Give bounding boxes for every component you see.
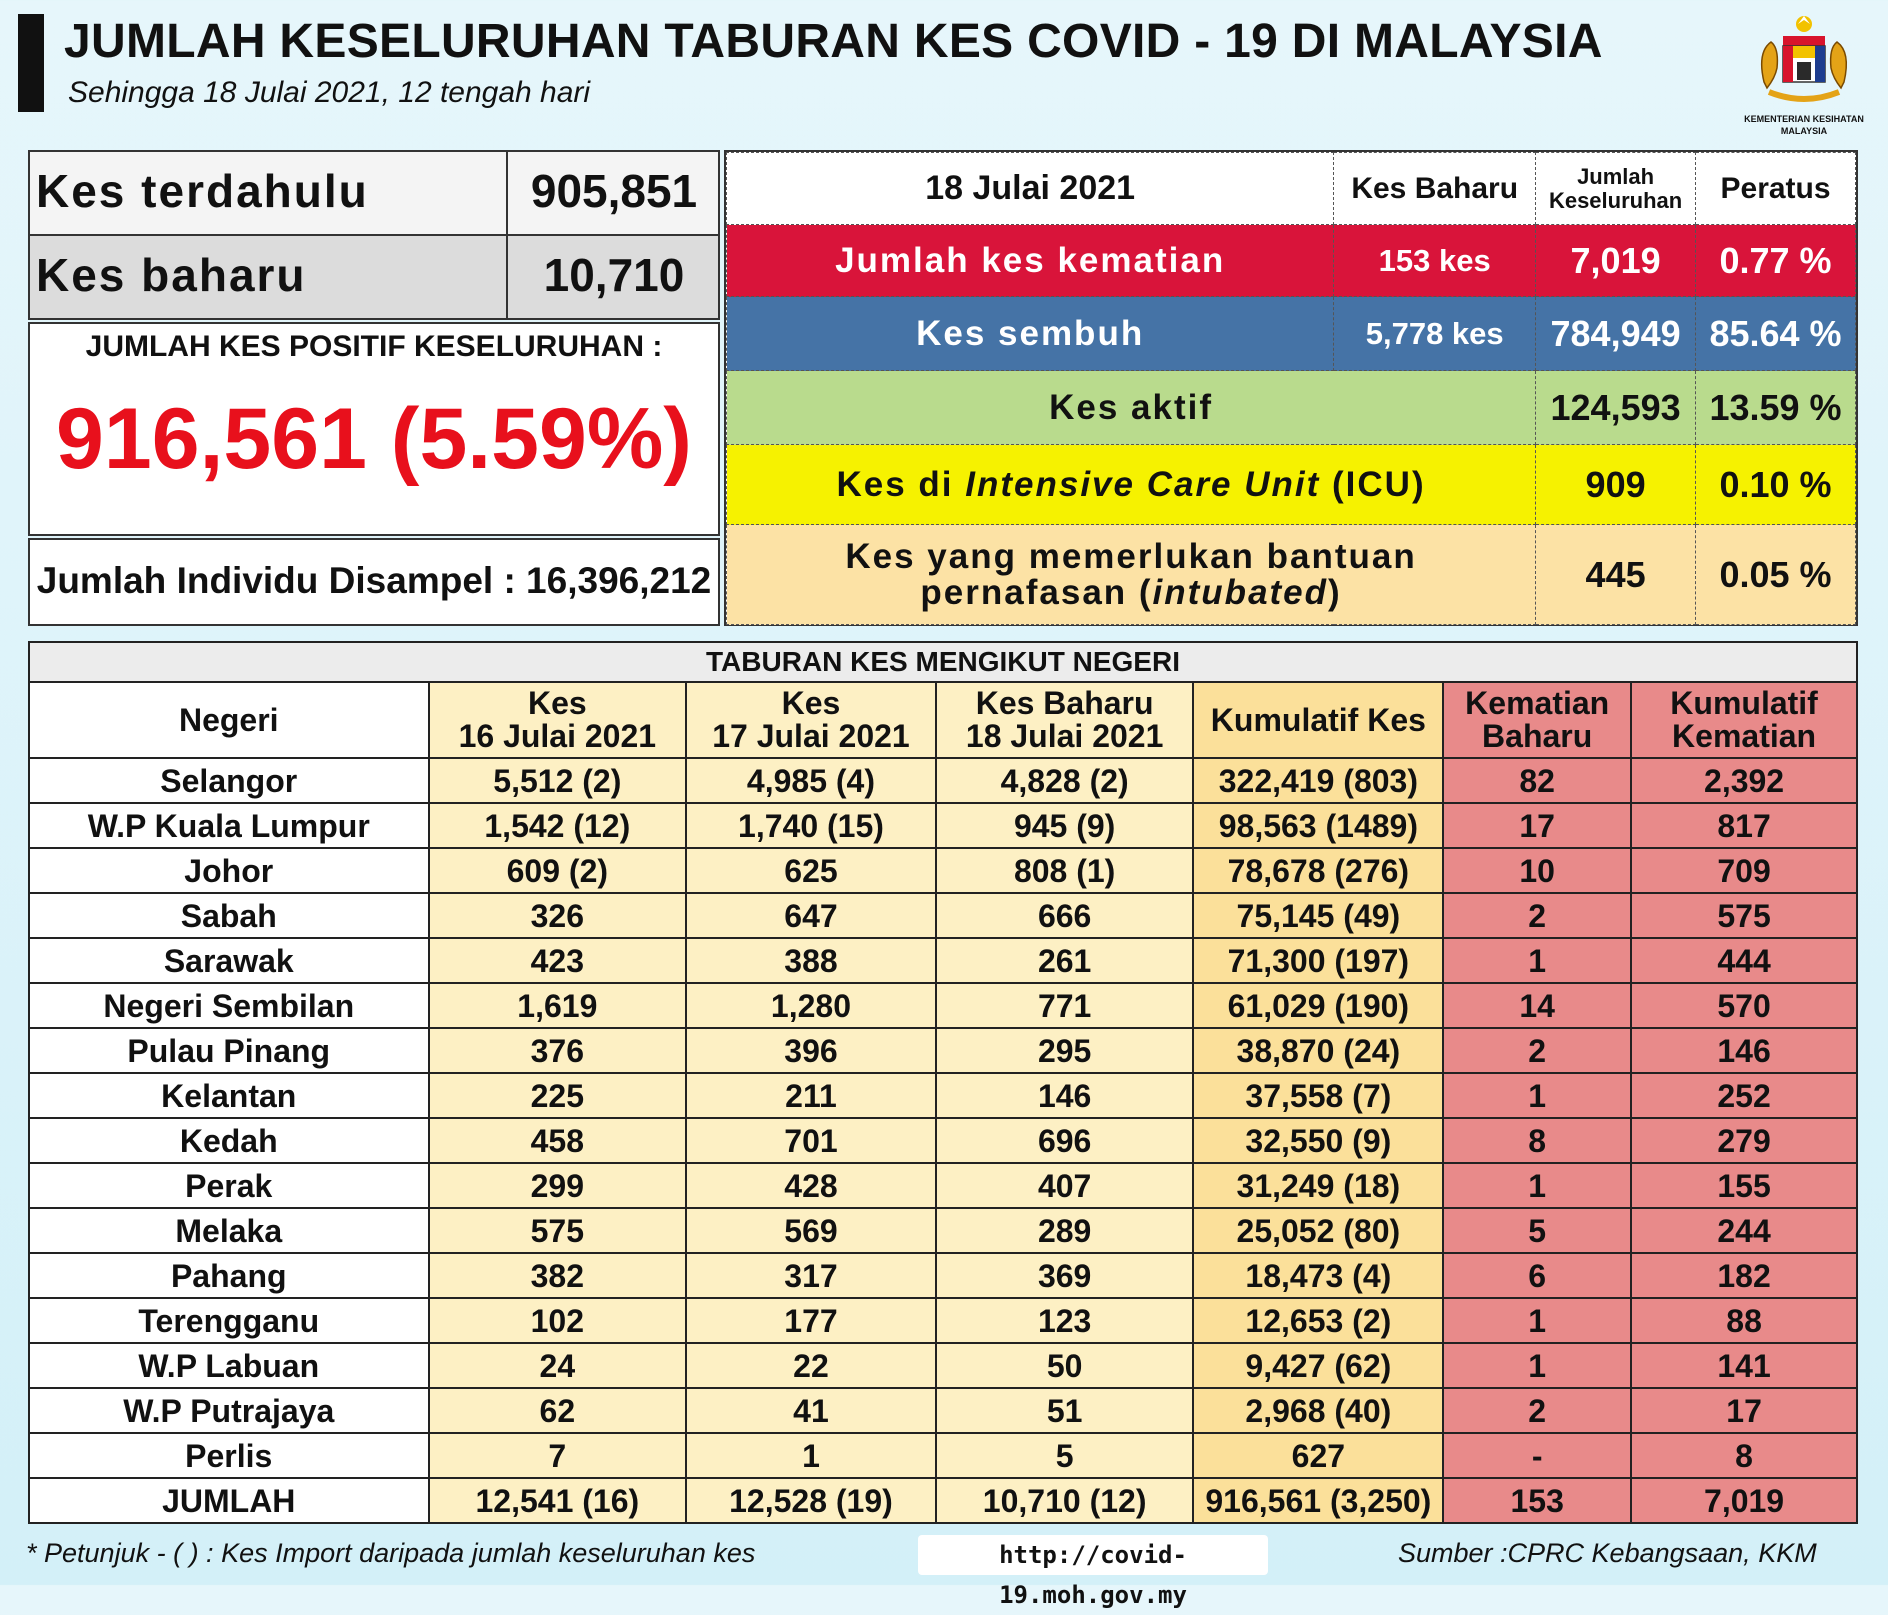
table-row bbox=[29, 1388, 1857, 1433]
new-deaths: 10 bbox=[1443, 848, 1631, 893]
new-cases-18-julai: 369 bbox=[936, 1253, 1194, 1298]
cumulative-deaths: 88 bbox=[1631, 1298, 1857, 1343]
table-row bbox=[29, 848, 1857, 893]
state-name: Negeri Sembilan bbox=[29, 983, 429, 1028]
new-cases-18-julai: 50 bbox=[936, 1343, 1194, 1388]
new-deaths: 6 bbox=[1443, 1253, 1631, 1298]
cumulative-deaths: 155 bbox=[1631, 1163, 1857, 1208]
new-cases-18-julai: 666 bbox=[936, 893, 1194, 938]
new-deaths: 8 bbox=[1443, 1118, 1631, 1163]
state-name: Kelantan bbox=[29, 1073, 429, 1118]
header-18-line2: 18 Julai 2021 bbox=[965, 718, 1164, 754]
header-16-line2: 16 Julai 2021 bbox=[458, 718, 657, 754]
sampled-individuals-text: Jumlah Individu Disampel : 16,396,212 bbox=[36, 560, 712, 601]
table-row bbox=[29, 1118, 1857, 1163]
new-deaths: 153 bbox=[1443, 1478, 1631, 1523]
coat-of-arms-icon bbox=[1749, 12, 1859, 108]
new-cases-18-julai: 123 bbox=[936, 1298, 1194, 1343]
state-name: Pulau Pinang bbox=[29, 1028, 429, 1073]
active-row bbox=[727, 371, 1856, 445]
cases-17-julai: 177 bbox=[686, 1298, 936, 1343]
header-18-line1: Kes Baharu bbox=[975, 685, 1154, 721]
table-row bbox=[29, 1253, 1857, 1298]
intubated-label-line1: Kes yang memerlukan bantuan bbox=[845, 536, 1417, 576]
icu-label-pre: Kes di bbox=[836, 464, 966, 504]
cumulative-deaths: 146 bbox=[1631, 1028, 1857, 1073]
active-percent: 13.59 % bbox=[1696, 371, 1856, 445]
cases-16-julai: 1,542 (12) bbox=[429, 803, 687, 848]
intubated-percent: 0.05 % bbox=[1696, 525, 1856, 625]
cases-17-julai: 12,528 (19) bbox=[686, 1478, 936, 1523]
header-18-julai bbox=[936, 682, 1194, 758]
cumulative-deaths: 709 bbox=[1631, 848, 1857, 893]
recovered-row bbox=[727, 297, 1856, 371]
status-date: 18 Julai 2021 bbox=[727, 153, 1334, 225]
new-cases-18-julai: 289 bbox=[936, 1208, 1194, 1253]
cumulative-deaths: 2,392 bbox=[1631, 758, 1857, 803]
intubated-label-post: ) bbox=[1328, 572, 1342, 612]
new-deaths: 1 bbox=[1443, 938, 1631, 983]
footer-note: * Petunjuk - ( ) : Kes Import daripada jumlah keseluruhan kes bbox=[26, 1538, 756, 1568]
states-header-row bbox=[29, 682, 1857, 758]
table-row bbox=[29, 1073, 1857, 1118]
cumulative-deaths: 570 bbox=[1631, 983, 1857, 1028]
cases-17-julai: 211 bbox=[686, 1073, 936, 1118]
table-row bbox=[29, 893, 1857, 938]
intubated-label-pre: pernafasan ( bbox=[920, 572, 1153, 612]
header-deaths-line2: Baharu bbox=[1482, 718, 1593, 754]
cases-16-julai: 12,541 (16) bbox=[429, 1478, 687, 1523]
death-percent: 0.77 % bbox=[1696, 225, 1856, 297]
death-total: 7,019 bbox=[1536, 225, 1696, 297]
new-deaths: - bbox=[1443, 1433, 1631, 1478]
state-name: Selangor bbox=[29, 758, 429, 803]
sampled-individuals-box bbox=[28, 538, 720, 626]
new-cases-18-julai: 696 bbox=[936, 1118, 1194, 1163]
table-row bbox=[29, 1163, 1857, 1208]
cases-17-julai: 701 bbox=[686, 1118, 936, 1163]
status-header-row bbox=[727, 153, 1856, 225]
logo-caption: KEMENTERIAN KESIHATAN MALAYSIA bbox=[1744, 114, 1864, 136]
recovered-percent: 85.64 % bbox=[1696, 297, 1856, 371]
previous-cases-box bbox=[28, 150, 720, 236]
header-17-line1: Kes bbox=[781, 685, 841, 721]
recovered-label: Kes sembuh bbox=[727, 297, 1334, 371]
header-deaths-line1: Kematian bbox=[1465, 685, 1610, 721]
cumulative-cases: 916,561 (3,250) bbox=[1193, 1478, 1443, 1523]
new-deaths: 14 bbox=[1443, 983, 1631, 1028]
cases-17-julai: 1,740 (15) bbox=[686, 803, 936, 848]
cases-16-julai: 7 bbox=[429, 1433, 687, 1478]
status-panel bbox=[724, 150, 1858, 626]
cases-17-julai: 1 bbox=[686, 1433, 936, 1478]
new-cases-18-julai: 295 bbox=[936, 1028, 1194, 1073]
status-table bbox=[726, 152, 1856, 625]
table-row bbox=[29, 1208, 1857, 1253]
new-deaths: 2 bbox=[1443, 893, 1631, 938]
icu-label bbox=[727, 445, 1536, 525]
total-positive-value: 916,561 (5.59%) bbox=[56, 391, 692, 487]
cumulative-cases: 32,550 (9) bbox=[1193, 1118, 1443, 1163]
cases-17-julai: 396 bbox=[686, 1028, 936, 1073]
cumulative-cases: 71,300 (197) bbox=[1193, 938, 1443, 983]
icu-total: 909 bbox=[1536, 445, 1696, 525]
cumulative-deaths: 244 bbox=[1631, 1208, 1857, 1253]
state-name: W.P Kuala Lumpur bbox=[29, 803, 429, 848]
cumulative-deaths: 7,019 bbox=[1631, 1478, 1857, 1523]
icu-row bbox=[727, 445, 1856, 525]
icu-label-em: Intensive Care Unit bbox=[965, 464, 1321, 504]
states-caption: TABURAN KES MENGIKUT NEGERI bbox=[29, 642, 1857, 682]
cumulative-deaths: 182 bbox=[1631, 1253, 1857, 1298]
cumulative-cases: 2,968 (40) bbox=[1193, 1388, 1443, 1433]
cumulative-cases: 322,419 (803) bbox=[1193, 758, 1443, 803]
new-deaths: 5 bbox=[1443, 1208, 1631, 1253]
new-deaths: 1 bbox=[1443, 1073, 1631, 1118]
footer-url[interactable]: http://covid-19.moh.gov.my bbox=[918, 1535, 1268, 1575]
status-header-total: Jumlah Keseluruhan bbox=[1536, 153, 1696, 225]
cases-16-julai: 575 bbox=[429, 1208, 687, 1253]
cases-16-julai: 102 bbox=[429, 1298, 687, 1343]
cumulative-deaths: 444 bbox=[1631, 938, 1857, 983]
cases-17-julai: 647 bbox=[686, 893, 936, 938]
cumulative-cases: 37,558 (7) bbox=[1193, 1073, 1443, 1118]
state-name: Johor bbox=[29, 848, 429, 893]
cases-16-julai: 1,619 bbox=[429, 983, 687, 1028]
cases-17-julai: 4,985 (4) bbox=[686, 758, 936, 803]
states-table bbox=[28, 641, 1858, 1524]
intubated-label-line2 bbox=[727, 572, 1535, 612]
cumulative-deaths: 17 bbox=[1631, 1388, 1857, 1433]
state-name: Sabah bbox=[29, 893, 429, 938]
new-deaths: 1 bbox=[1443, 1343, 1631, 1388]
state-name: Pahang bbox=[29, 1253, 429, 1298]
cumulative-deaths: 252 bbox=[1631, 1073, 1857, 1118]
state-name: JUMLAH bbox=[29, 1478, 429, 1523]
state-name: Perak bbox=[29, 1163, 429, 1208]
header-17-line2: 17 Julai 2021 bbox=[712, 718, 910, 754]
cumulative-cases: 38,870 (24) bbox=[1193, 1028, 1443, 1073]
cases-16-julai: 62 bbox=[429, 1388, 687, 1433]
cumulative-cases: 25,052 (80) bbox=[1193, 1208, 1443, 1253]
cumulative-deaths: 141 bbox=[1631, 1343, 1857, 1388]
table-row bbox=[29, 983, 1857, 1028]
state-name: Kedah bbox=[29, 1118, 429, 1163]
cumulative-deaths: 817 bbox=[1631, 803, 1857, 848]
cases-17-julai: 625 bbox=[686, 848, 936, 893]
new-deaths: 1 bbox=[1443, 1163, 1631, 1208]
cumulative-deaths: 575 bbox=[1631, 893, 1857, 938]
cumulative-cases: 627 bbox=[1193, 1433, 1443, 1478]
cases-16-julai: 5,512 (2) bbox=[429, 758, 687, 803]
new-deaths: 2 bbox=[1443, 1028, 1631, 1073]
new-cases-label: Kes baharu bbox=[36, 249, 307, 301]
intubated-total: 445 bbox=[1536, 525, 1696, 625]
cases-16-julai: 376 bbox=[429, 1028, 687, 1073]
header-cumulative-deaths bbox=[1631, 682, 1857, 758]
header-cumulative: Kumulatif Kes bbox=[1193, 682, 1443, 758]
new-cases-18-julai: 51 bbox=[936, 1388, 1194, 1433]
cases-17-julai: 317 bbox=[686, 1253, 936, 1298]
cases-17-julai: 388 bbox=[686, 938, 936, 983]
new-cases-18-julai: 10,710 (12) bbox=[936, 1478, 1194, 1523]
total-positive-label: JUMLAH KES POSITIF KESELURUHAN : bbox=[85, 330, 663, 363]
active-total: 124,593 bbox=[1536, 371, 1696, 445]
new-cases-18-julai: 4,828 (2) bbox=[936, 758, 1194, 803]
cumulative-cases: 61,029 (190) bbox=[1193, 983, 1443, 1028]
cumulative-cases: 78,678 (276) bbox=[1193, 848, 1443, 893]
new-cases-18-julai: 261 bbox=[936, 938, 1194, 983]
header-cumdeaths-line1: Kumulatif bbox=[1670, 685, 1818, 721]
cases-16-julai: 458 bbox=[429, 1118, 687, 1163]
previous-cases-label: Kes terdahulu bbox=[36, 165, 369, 217]
table-row bbox=[29, 1028, 1857, 1073]
total-positive-box bbox=[28, 322, 720, 536]
cumulative-cases: 31,249 (18) bbox=[1193, 1163, 1443, 1208]
recovered-total: 784,949 bbox=[1536, 297, 1696, 371]
new-cases-value: 10,710 bbox=[543, 249, 685, 301]
icu-percent: 0.10 % bbox=[1696, 445, 1856, 525]
new-deaths: 1 bbox=[1443, 1298, 1631, 1343]
header-16-line1: Kes bbox=[527, 685, 587, 721]
total-row bbox=[29, 1478, 1857, 1523]
state-name: W.P Putrajaya bbox=[29, 1388, 429, 1433]
death-row bbox=[727, 225, 1856, 297]
previous-cases-value: 905,851 bbox=[530, 165, 698, 217]
new-cases-18-julai: 808 (1) bbox=[936, 848, 1194, 893]
new-cases-18-julai: 945 (9) bbox=[936, 803, 1194, 848]
state-name: W.P Labuan bbox=[29, 1343, 429, 1388]
death-new: 153 kes bbox=[1334, 225, 1536, 297]
state-name: Melaka bbox=[29, 1208, 429, 1253]
table-row bbox=[29, 803, 1857, 848]
cases-17-julai: 41 bbox=[686, 1388, 936, 1433]
new-cases-18-julai: 146 bbox=[936, 1073, 1194, 1118]
cases-17-julai: 22 bbox=[686, 1343, 936, 1388]
cases-16-julai: 24 bbox=[429, 1343, 687, 1388]
intubated-row bbox=[727, 525, 1856, 625]
states-body bbox=[29, 758, 1857, 1523]
status-header-new: Kes Baharu bbox=[1334, 153, 1536, 225]
new-cases-18-julai: 5 bbox=[936, 1433, 1194, 1478]
header-negeri: Negeri bbox=[29, 682, 429, 758]
cumulative-deaths: 279 bbox=[1631, 1118, 1857, 1163]
death-label: Jumlah kes kematian bbox=[727, 225, 1334, 297]
recovered-new: 5,778 kes bbox=[1334, 297, 1536, 371]
status-header-percent: Peratus bbox=[1696, 153, 1856, 225]
cases-16-julai: 423 bbox=[429, 938, 687, 983]
new-cases-18-julai: 407 bbox=[936, 1163, 1194, 1208]
title-accent-bar bbox=[18, 14, 44, 112]
table-row bbox=[29, 938, 1857, 983]
states-caption-row bbox=[29, 642, 1857, 682]
moh-logo bbox=[1730, 12, 1878, 140]
active-label: Kes aktif bbox=[727, 371, 1536, 445]
cases-17-julai: 1,280 bbox=[686, 983, 936, 1028]
table-row bbox=[29, 1433, 1857, 1478]
cases-16-julai: 225 bbox=[429, 1073, 687, 1118]
cases-17-julai: 569 bbox=[686, 1208, 936, 1253]
footer-source: Sumber :CPRC Kebangsaan, KKM bbox=[1398, 1538, 1817, 1568]
cumulative-cases: 75,145 (49) bbox=[1193, 893, 1443, 938]
new-deaths: 2 bbox=[1443, 1388, 1631, 1433]
state-name: Terengganu bbox=[29, 1298, 429, 1343]
intubated-label bbox=[727, 525, 1536, 625]
cases-16-julai: 299 bbox=[429, 1163, 687, 1208]
cumulative-cases: 18,473 (4) bbox=[1193, 1253, 1443, 1298]
cumulative-cases: 12,653 (2) bbox=[1193, 1298, 1443, 1343]
table-row bbox=[29, 1298, 1857, 1343]
cumulative-cases: 98,563 (1489) bbox=[1193, 803, 1443, 848]
header-17-julai bbox=[686, 682, 936, 758]
header-cumdeaths-line2: Kematian bbox=[1672, 718, 1817, 754]
page-subtitle: Sehingga 18 Julai 2021, 12 tengah hari bbox=[68, 76, 591, 109]
table-row bbox=[29, 758, 1857, 803]
cases-17-julai: 428 bbox=[686, 1163, 936, 1208]
new-deaths: 82 bbox=[1443, 758, 1631, 803]
table-row bbox=[29, 1343, 1857, 1388]
new-cases-18-julai: 771 bbox=[936, 983, 1194, 1028]
cases-16-julai: 382 bbox=[429, 1253, 687, 1298]
cumulative-deaths: 8 bbox=[1631, 1433, 1857, 1478]
cases-16-julai: 609 (2) bbox=[429, 848, 687, 893]
page-title: JUMLAH KESELURUHAN TABURAN KES COVID - 19 DI MALAYSIA bbox=[64, 15, 1603, 68]
cases-16-julai: 326 bbox=[429, 893, 687, 938]
state-name: Perlis bbox=[29, 1433, 429, 1478]
new-cases-box bbox=[28, 234, 720, 320]
header-16-julai bbox=[429, 682, 687, 758]
new-deaths: 17 bbox=[1443, 803, 1631, 848]
intubated-label-em: intubated bbox=[1152, 572, 1329, 612]
header-new-deaths bbox=[1443, 682, 1631, 758]
cumulative-cases: 9,427 (62) bbox=[1193, 1343, 1443, 1388]
icu-label-post: (ICU) bbox=[1320, 464, 1426, 504]
state-name: Sarawak bbox=[29, 938, 429, 983]
